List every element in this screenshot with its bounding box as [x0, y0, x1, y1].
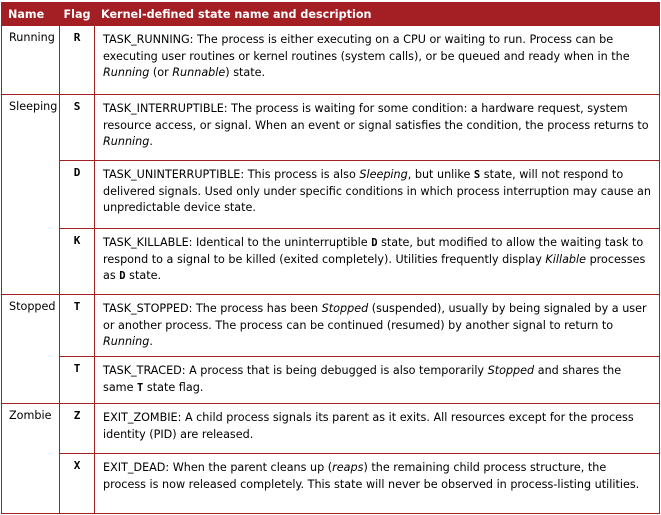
state-name-stopped: Stopped: [2, 295, 60, 404]
flag-cell: D: [60, 161, 95, 229]
table-header-row: [2, 3, 660, 26]
flag-column-header: Flag: [60, 3, 95, 26]
table-row: [2, 295, 660, 357]
table-row: [2, 95, 660, 161]
state-description: TASK_STOPPED: The process has been Stopped (suspended), usually by being signaled by a user or another process. The process can be continued (resumed) by another signal to return to Running.: [95, 295, 660, 357]
state-description: TASK_UNINTERRUPTIBLE: This process is also Sleeping, but unlike S state, will not respond to delivered signals. Used only under specific conditions in which process interruption may cause an unpredictable device state.: [95, 161, 660, 229]
table-row: [2, 454, 660, 514]
table-row: [2, 161, 660, 229]
state-description: EXIT_ZOMBIE: A child process signals its parent as it exits. All resources except for the process identity (PID) are released.: [95, 404, 660, 454]
table-row: [2, 404, 660, 454]
table-row: [2, 357, 660, 404]
state-description: TASK_INTERRUPTIBLE: The process is waiting for some condition: a hardware request, system resource access, or signal. When an event or signal satisfies the condition, the process returns to Running.: [95, 95, 660, 161]
state-name-running: Running: [2, 26, 60, 95]
state-name-sleeping: Sleeping: [2, 95, 60, 295]
flag-cell: R: [60, 26, 95, 95]
flag-cell: S: [60, 95, 95, 161]
name-column-header: Name: [2, 3, 60, 26]
state-description: TASK_KILLABLE: Identical to the uninterruptible D state, but modified to allow the waiting task to respond to a signal to be killed (exited completely). Utilities frequently display Killable processes as D state.: [95, 229, 660, 295]
flag-cell: K: [60, 229, 95, 295]
flag-cell: Z: [60, 404, 95, 454]
state-description: TASK_RUNNING: The process is either executing on a CPU or waiting to run. Process can be executing user routines or kernel routines (system calls), or be queued and ready when in the Running (or Runnable) state.: [95, 26, 660, 95]
process-states-table: [1, 2, 660, 514]
flag-cell: T: [60, 295, 95, 357]
state-name-zombie: Zombie: [2, 404, 60, 514]
table-row: [2, 229, 660, 295]
description-column-header: Kernel-defined state name and description: [95, 3, 660, 26]
state-description: EXIT_DEAD: When the parent cleans up (reaps) the remaining child process structure, the process is now released completely. This state will never be observed in process-listing utilities.: [95, 454, 660, 514]
flag-cell: T: [60, 357, 95, 404]
state-description: TASK_TRACED: A process that is being debugged is also temporarily Stopped and shares the same T state flag.: [95, 357, 660, 404]
flag-cell: X: [60, 454, 95, 514]
table-row: [2, 26, 660, 95]
